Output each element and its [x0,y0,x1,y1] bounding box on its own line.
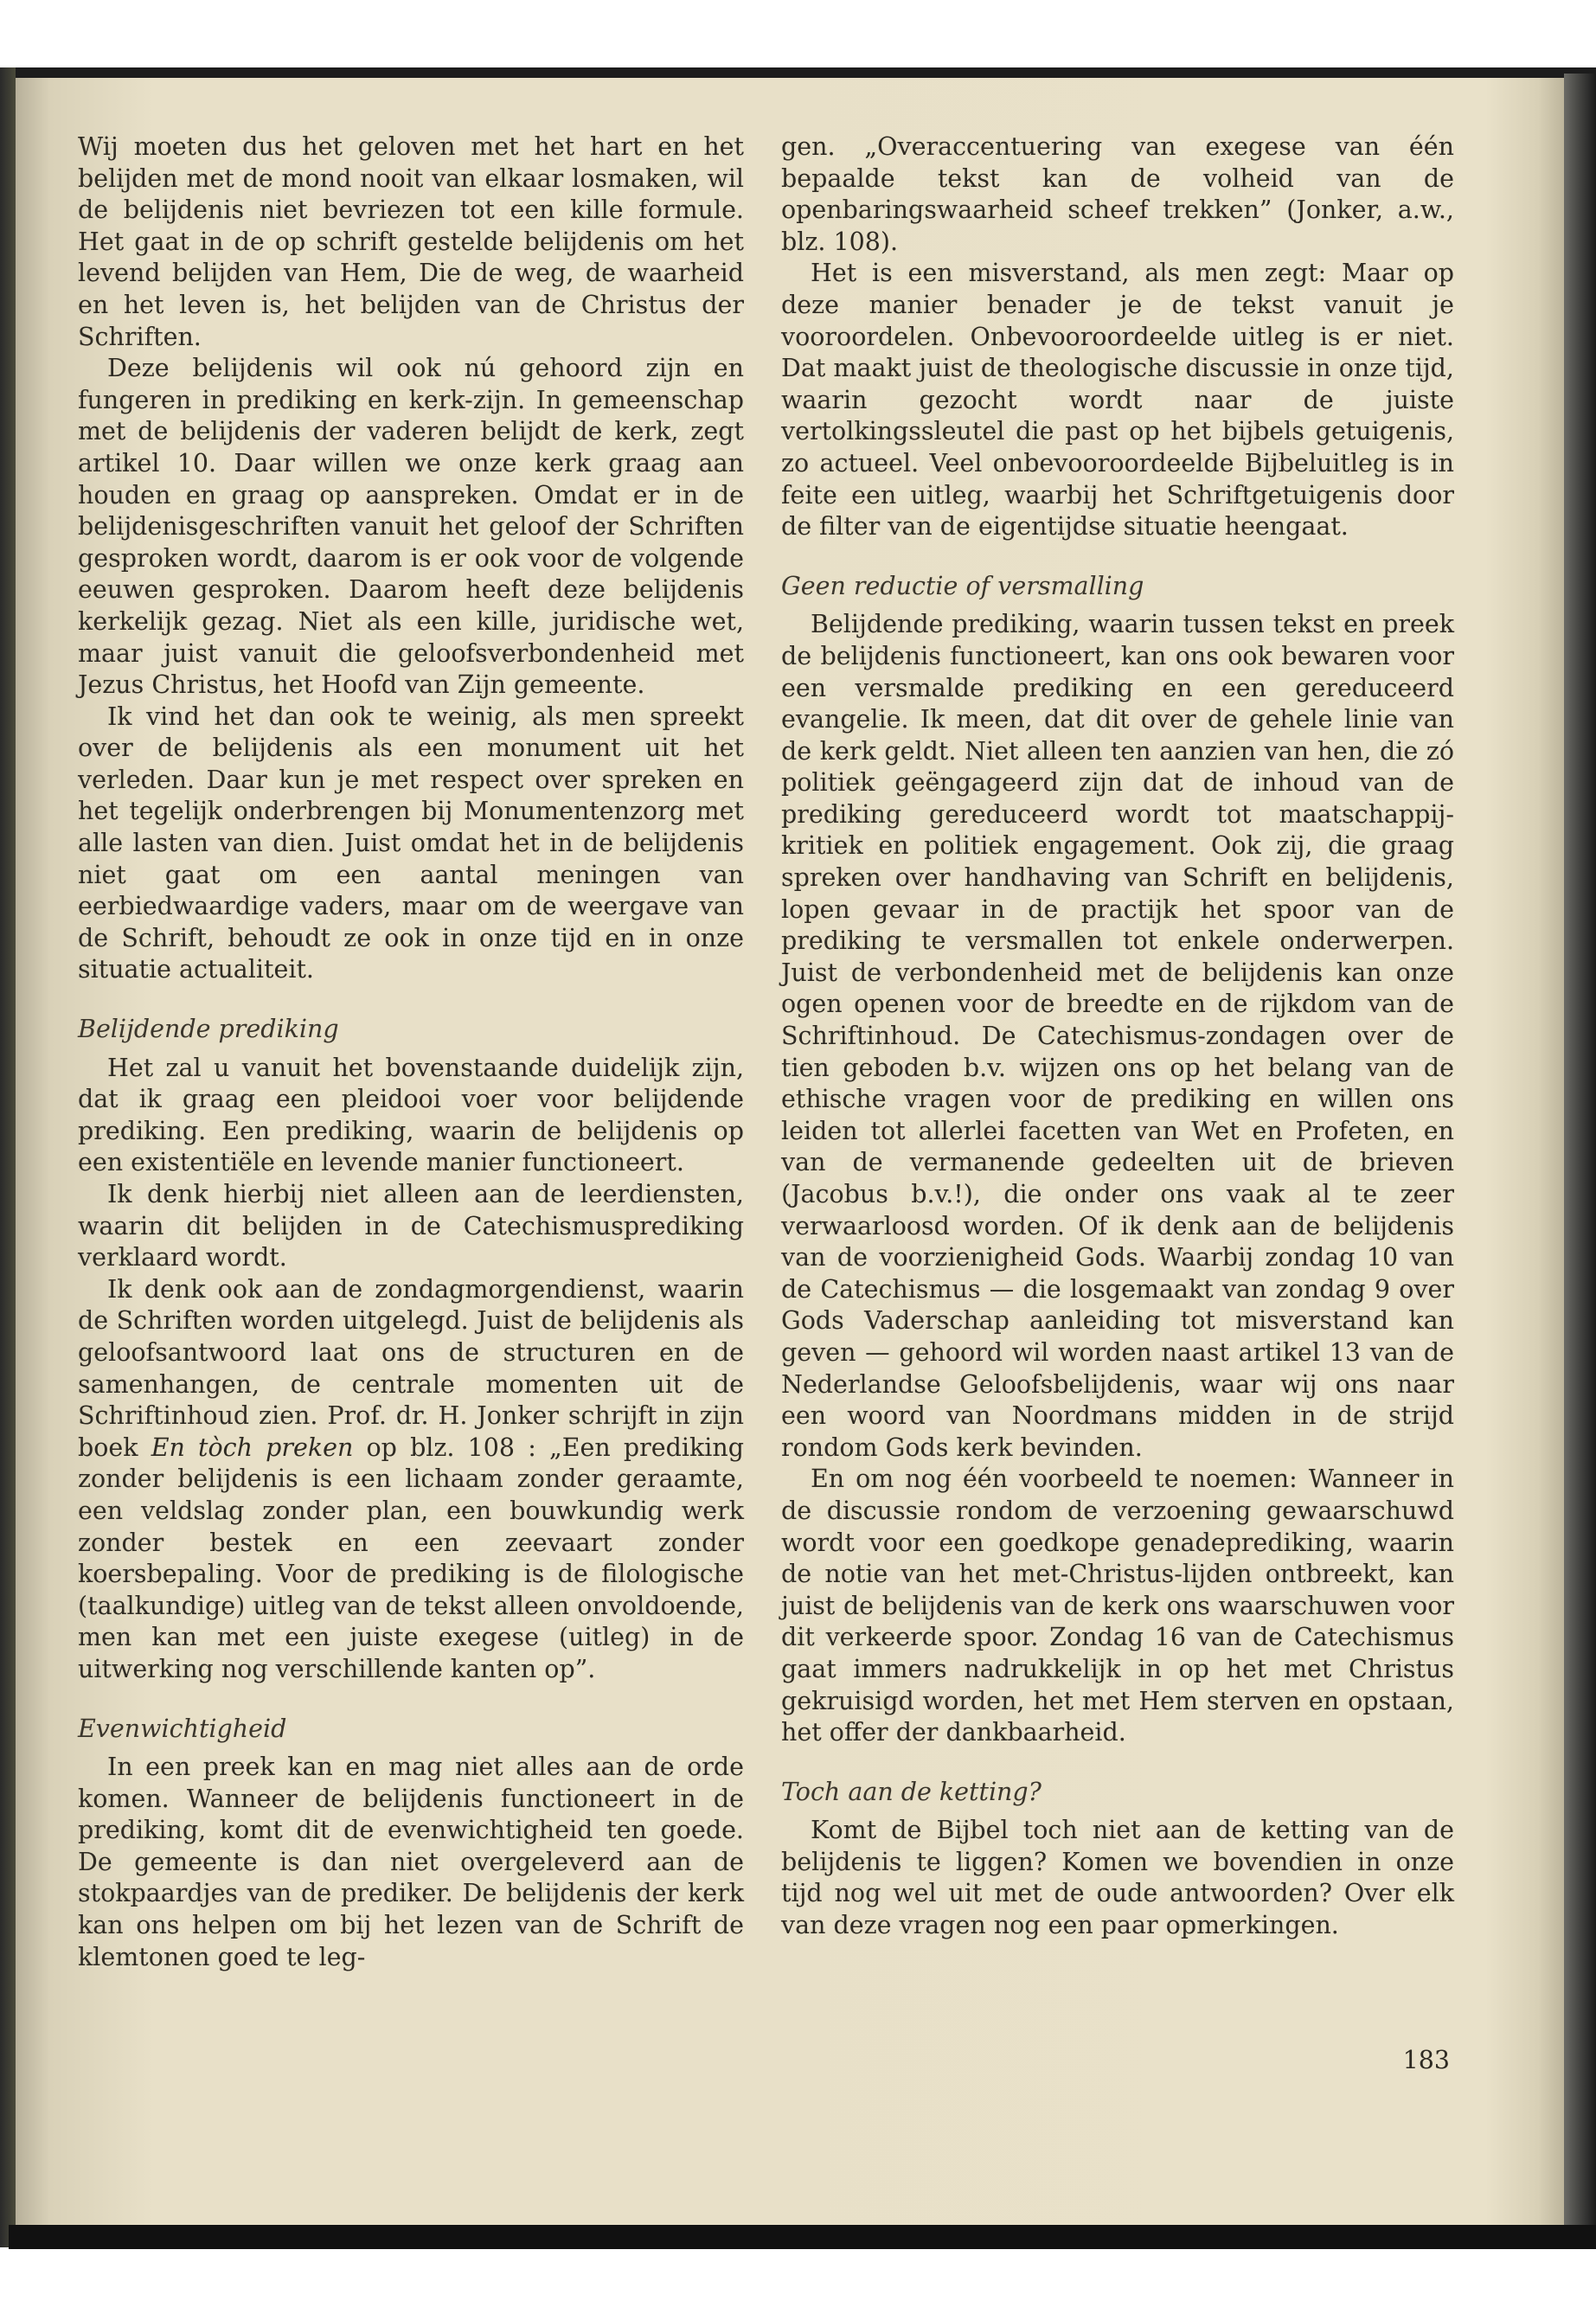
section-heading-evenwichtigheid: Evenwichtigheid [78,1714,287,1743]
page-stack-edge [1564,74,1596,2249]
paragraph: gen. „Overaccentuering van exegese van één bepaalde tekst kan de volheid van de openbaringswaarheid scheef trekken” (Jonker, a.w., blz. 108). [781,132,1454,256]
book-spine-edge [0,67,16,2247]
paragraph: Wij moeten dus het geloven met het hart en het belijden met de mond nooit van elkaar losmaken, wil de belijdenis niet bevriezen tot een kille formule. Het gaat in de op schrift gestelde belijdenis om het levend belijden van Hem, Die de weg, de waarheid en het leven is, het belijden van de Christus der Schriften. [78,132,744,351]
page-number: 183 [1402,2046,1450,2074]
section-heading-geen-reductie: Geen reductie of versmalling [781,571,1144,600]
right-column [781,131,1454,1942]
paragraph: Ik denk hierbij niet alleen aan de leerdiensten, waarin dit belijden in de Catechismusprediking verklaard wordt. [78,1180,744,1272]
paragraph: Deze belijdenis wil ook nú gehoord zijn en fungeren in prediking en kerk-zijn. In gemeenschap met de belijdenis der vaderen belijdt de kerk, zegt artikel 10. Daar willen we onze kerk graag aan houden en graag op aanspreken. Omdat er in de belijdenisgeschriften vanuit het geloof der Schriften gesproken wordt, daarom is er ook voor de volgende eeuwen gesproken. Daarom heeft deze belijdenis kerkelijk gezag. Niet als een kille, juridische wet, maar juist vanuit die geloofsverbondenheid met Jezus Christus, het Hoofd van Zijn gemeente. [78,354,744,700]
book-title: En tòch preken [151,1433,354,1462]
paragraph: Het is een misverstand, als men zegt: Maar op deze manier benader je de tekst vanuit je vooroordelen. Onbevooroordeelde uitleg is er niet. Dat maakt juist de theologische discussie in onze tijd, waarin gezocht wordt naar de juiste vertolkingssleutel die past op het bijbels getuigenis, zo actueel. Veel onbevooroordeelde Bijbeluitleg is in feite een uitleg, waarbij het Schriftgetuigenis door de filter van de eigentijdse situatie heengaat. [781,259,1454,542]
text-run: op blz. 108 : „Een prediking zonder belijdenis is een lichaam zonder geraamte, een veldslag zonder plan, een bouwkundig werk zonder bestek en een zeevaart zonder koersbepaling. Voor de prediking is de filologische (taalkundige) uitleg van de tekst alleen onvoldoende, men kan met een juiste exegese (uitleg) in de uitwerking nog verschillende kanten op”. [78,1433,744,1683]
paragraph: In een preek kan en mag niet alles aan de orde komen. Wanneer de belijdenis functioneert in de prediking, komt dit de evenwichtigheid ten goede. De gemeente is dan niet overgeleverd aan de stokpaardjes van de prediker. De belijdenis der kerk kan ons helpen om bij het lezen van de Schrift de klemtonen goed te leg- [78,1753,744,1971]
left-column [78,131,744,1973]
section-heading-toch-aan-de-ketting: Toch aan de ketting? [781,1777,1042,1806]
paragraph: Belijdende prediking, waarin tussen tekst en preek de belijdenis functioneert, kan ons ook bewaren voor een versmalde prediking en een gereduceerd evangelie. Ik meen, dat dit over de gehele linie van de kerk geldt. Niet alleen ten aanzien van hen, die zó politiek geëngageerd zijn dat de inhoud van de prediking gereduceerd wordt tot maatschappij-kritiek en politiek engagement. Ook zij, die graag spreken over handhaving van Schrift en belijdenis, lopen gevaar in de practijk het spoor van de prediking te versmallen tot enkele onderwerpen. Juist de verbondenheid met de belijdenis kan onze ogen openen voor de breedte en de rijkdom van de Schriftinhoud. De Catechismus-zondagen over de tien geboden b.v. wijzen ons op het belang van de ethische vragen voor de prediking en willen ons leiden tot allerlei facetten van Wet en Profeten, en van de vermanende gedeelten uit de brieven (Jacobus b.v.!), die onder ons vaak al te zeer verwaarloosd worden. Of ik denk aan de belijdenis van de voorzienigheid Gods. Waarbij zondag 10 van de Catechismus — die losgemaakt van zondag 9 over Gods Vaderschap aanleiding tot misverstand kan geven — gehoord wil worden naast artikel 13 van de Nederlandse Geloofsbelijdenis, waar wij ons naar een woord van Noordmans midden in de strijd rondom Gods kerk bevinden. [781,610,1454,1462]
paragraph: Het zal u vanuit het bovenstaande duidelijk zijn, dat ik graag een pleidooi voer voor belijdende prediking. Een prediking, waarin de belijdenis op een existentiële en levende manier functioneert. [78,1053,744,1177]
scan-bottom-edge [9,2225,1596,2249]
paragraph [78,1274,744,1686]
paragraph: Ik vind het dan ook te weinig, als men spreekt over de belijdenis als een monument uit het verleden. Daar kun je met respect over spreken en het tegelijk onderbrengen bij Monumentenzorg met alle lasten van dien. Juist omdat het in de belijdenis niet gaat om een aantal meningen van eerbiedwaardige vaders, maar om de weergave van de Schrift, behoudt ze ook in onze tijd en in onze situatie actualiteit. [78,702,744,984]
paragraph: En om nog één voorbeeld te noemen: Wanneer in de discussie rondom de verzoening gewaarschuwd wordt voor een goedkope genadeprediking, waarin de notie van het met-Christus-lijden ontbreekt, kan juist de belijdenis van de kerk ons waarschuwen voor dit verkeerde spoor. Zondag 16 van de Catechismus gaat immers nadrukkelijk in op het met Christus gekruisigd worden, het met Hem sterven en opstaan, het offer der dankbaarheid. [781,1465,1454,1747]
paragraph: Komt de Bijbel toch niet aan de ketting van de belijdenis te liggen? Komen we bovendien in onze tijd nog wel uit met de oude antwoorden? Over elk van deze vragen nog een paar opmerkingen. [781,1816,1454,1940]
section-heading-belijdende-prediking: Belijdende prediking [78,1015,339,1044]
text-run: Ik denk ook aan de zondagmorgendienst, waarin de Schriften worden uitgelegd. Juist de belijdenis als geloofsantwoord laat ons de structuren en de samenhangen, de centrale momenten uit de Schriftinhoud zien. Prof. dr. H. Jonker schrijft in zijn boek [78,1274,744,1462]
scan-top-edge [9,67,1596,78]
book-page [16,78,1564,2225]
